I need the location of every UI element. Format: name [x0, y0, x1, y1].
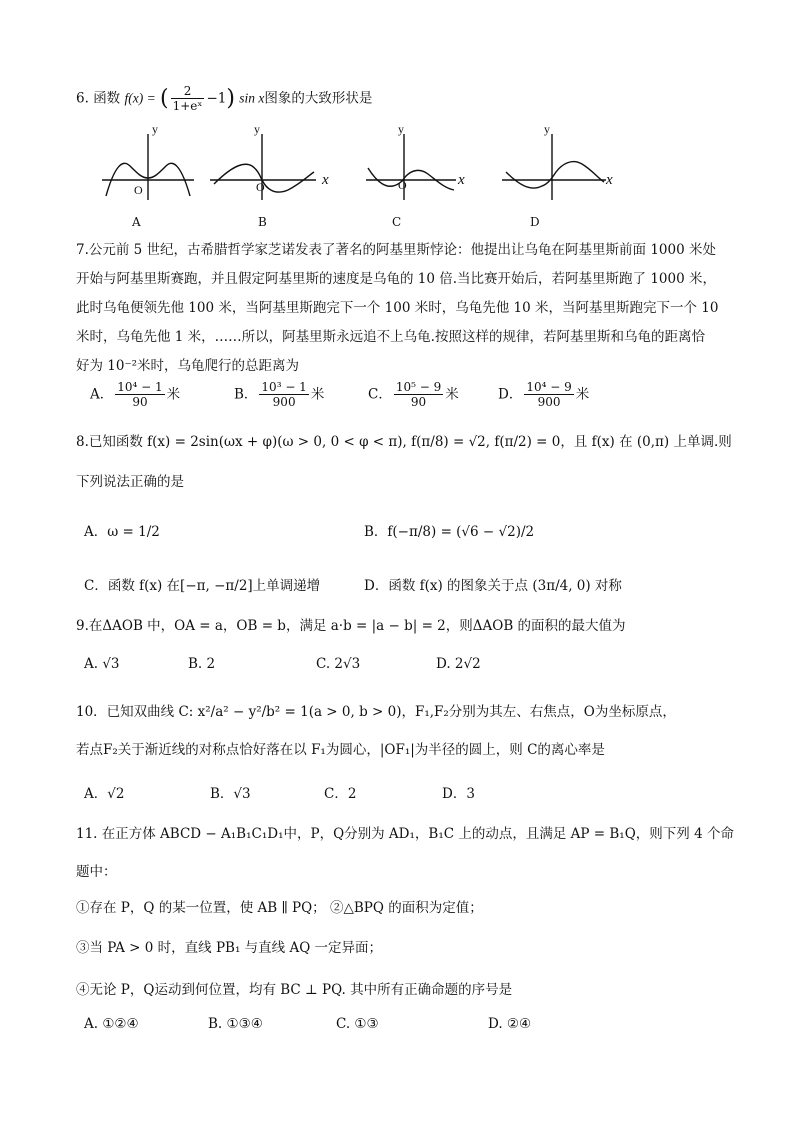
q6-prefix: 函数 — [93, 90, 121, 107]
q6-frac-num: 2 — [171, 84, 205, 99]
q6-sin: sin x — [239, 90, 265, 106]
q7-a-letter: A． — [90, 386, 114, 403]
graph-b-label: B — [258, 215, 267, 229]
graph-a-y: y — [152, 122, 158, 136]
graph-b — [208, 122, 329, 202]
q10-option-b: B．√3 — [210, 786, 251, 802]
q7-line-5: 好为 10⁻²米时，乌龟爬行的总距离为 — [76, 358, 300, 374]
q7-d-unit: 米 — [575, 386, 590, 403]
graph-a-svg — [100, 128, 196, 202]
q8-option-d: D．函数 f(x) 的图象关于点 (3π/4, 0) 对称 — [364, 578, 622, 594]
q11-option-c: C. ①③ — [336, 1016, 379, 1032]
q9-stem: 9.在ΔAOB 中，OA = a，OB = b，满足 a·b = |a − b| = 2，则ΔAOB 的面积的最大值为 — [76, 618, 626, 634]
q9-option-c: C. 2√3 — [316, 656, 361, 672]
q7-d-letter: D． — [498, 386, 523, 403]
q8-line-2: 下列说法正确的是 — [76, 474, 184, 490]
graph-b-svg — [208, 128, 328, 202]
q11-option-a: A. ①②④ — [84, 1016, 139, 1032]
q7-option-d — [498, 380, 589, 410]
q8-line-1: 8.已知函数 f(x) = 2sin(ωx + φ)(ω > 0, 0 < φ < π), f(π/8) = √2, f(π/2) = 0，且 f(x) 在 (0,π) 上单调.则 — [76, 434, 732, 450]
q11-line-1: 11. 在正方体 ABCD − A₁B₁C₁D₁中，P，Q分别为 AD₁，B₁C 上的动点，且满足 AP = B₁Q，则下列 4 个命 — [76, 826, 734, 842]
q7-option-a — [90, 380, 180, 410]
q6-stem: 6. 函数 f(x) = ( $\frac{2}{\text{1+eˣ}}$ −1) sin x图象的大致形状是 — [76, 84, 373, 114]
graph-b-x: x — [322, 172, 329, 188]
q7-line-2: 开始与阿基里斯赛跑，并且假定阿基里斯的速度是乌龟的 10 倍.当比赛开始后，若阿基里斯跑了 1000 米， — [76, 271, 716, 287]
graph-d — [500, 122, 613, 202]
graph-b-y: y — [254, 122, 260, 136]
graph-b-origin: O — [256, 180, 265, 194]
q11-statement-4: ④无论 P，Q运动到何位置，均有 BC ⊥ PQ. 其中所有正确命题的序号是 — [76, 982, 513, 998]
q8-option-a: A．ω = 1/2 — [84, 524, 160, 540]
graph-d-svg — [500, 128, 612, 202]
graph-c-origin: O — [398, 178, 407, 192]
q7-b-num: 10³ − 1 — [261, 380, 307, 394]
q7-b-den: 900 — [272, 395, 296, 410]
q11-option-b: B. ①③④ — [208, 1016, 263, 1032]
q7-d-num: 10⁴ − 9 — [526, 380, 572, 394]
q10-line-1: 10．已知双曲线 C: x²/a² − y²/b² = 1(a > 0, b > 0)，F₁,F₂分别为其左、右焦点，O为坐标原点， — [76, 704, 676, 720]
q9-option-d: D. 2√2 — [436, 656, 481, 672]
q6-func: f(x) = — [124, 90, 156, 106]
q8-option-c: C．函数 f(x) 在[−π, −π/2]上单调递增 — [84, 578, 321, 594]
q7-a-num: 10⁴ − 1 — [117, 380, 163, 394]
q10-line-2: 若点F₂关于渐近线的对称点恰好落在以 F₁为圆心，|OF₁|为半径的圆上，则 C的离心率是 — [76, 742, 605, 758]
q7-a-den: 90 — [132, 395, 148, 410]
q6-frac-den: 1+eˣ — [172, 99, 203, 114]
q7-stem — [76, 236, 726, 381]
q6-suffix: 图象的大致形状是 — [264, 90, 373, 107]
q8-option-b: B．f(−π/8) = (√6 − √2)/2 — [364, 524, 535, 540]
graph-c-svg — [364, 128, 464, 202]
q7-a-unit: 米 — [166, 386, 181, 403]
q7-option-b — [234, 380, 324, 410]
q11-statement-3: ③当 PA > 0 时，直线 PB₁ 与直线 AQ 一定异面； — [76, 940, 383, 956]
q7-line-1: 7.公元前 5 世纪，古希腊哲学家芝诺发表了著名的阿基里斯悖论：他提出让乌龟在阿基里斯前面 1000 米处 — [76, 242, 716, 258]
q9-option-a: A. √3 — [84, 656, 120, 672]
graph-d-x: x — [606, 172, 613, 188]
graph-c-x: x — [458, 172, 465, 188]
q11-option-d: D. ②④ — [488, 1016, 532, 1032]
q6-minus-one: −1 — [206, 90, 227, 107]
q10-option-a: A．√2 — [84, 786, 125, 802]
graph-c — [364, 122, 465, 202]
graph-a — [100, 122, 196, 202]
q10-option-d: D．3 — [442, 786, 475, 802]
q7-d-den: 900 — [537, 395, 561, 410]
q7-c-letter: C． — [368, 386, 392, 403]
graph-a-origin: O — [134, 183, 143, 197]
graph-d-label: D — [530, 215, 540, 229]
q7-line-4: 米时，乌龟先他 1 米，……所以，阿基里斯永远追不上乌龟.按照这样的规律，若阿基里斯和乌龟的距离恰 — [76, 329, 705, 345]
q6-fraction — [171, 84, 205, 114]
q10-option-c: C．2 — [324, 786, 357, 802]
graph-a-label: A — [132, 215, 141, 229]
q7-c-den: 90 — [410, 395, 427, 410]
graph-c-y: y — [398, 122, 404, 136]
q7-option-c — [368, 380, 459, 410]
q6-number: 6. — [76, 90, 89, 107]
graph-d-y: y — [544, 122, 550, 136]
graph-c-label: C — [392, 215, 402, 229]
q7-b-letter: B． — [234, 386, 258, 403]
q7-b-unit: 米 — [310, 386, 325, 403]
q11-statements-1-2: ①存在 P，Q 的某一位置，使 AB ∥ PQ； ②△BPQ 的面积为定值； — [76, 900, 483, 916]
q7-c-num: 10⁵ − 9 — [395, 380, 442, 394]
q7-c-unit: 米 — [445, 386, 459, 403]
q9-option-b: B. 2 — [188, 656, 216, 672]
q11-line-2: 题中： — [76, 864, 117, 880]
q7-line-3: 此时乌龟便领先他 100 米，当阿基里斯跑完下一个 100 米时，乌龟先他 10 米，当阿基里斯跑完下一个 10 — [76, 300, 719, 316]
